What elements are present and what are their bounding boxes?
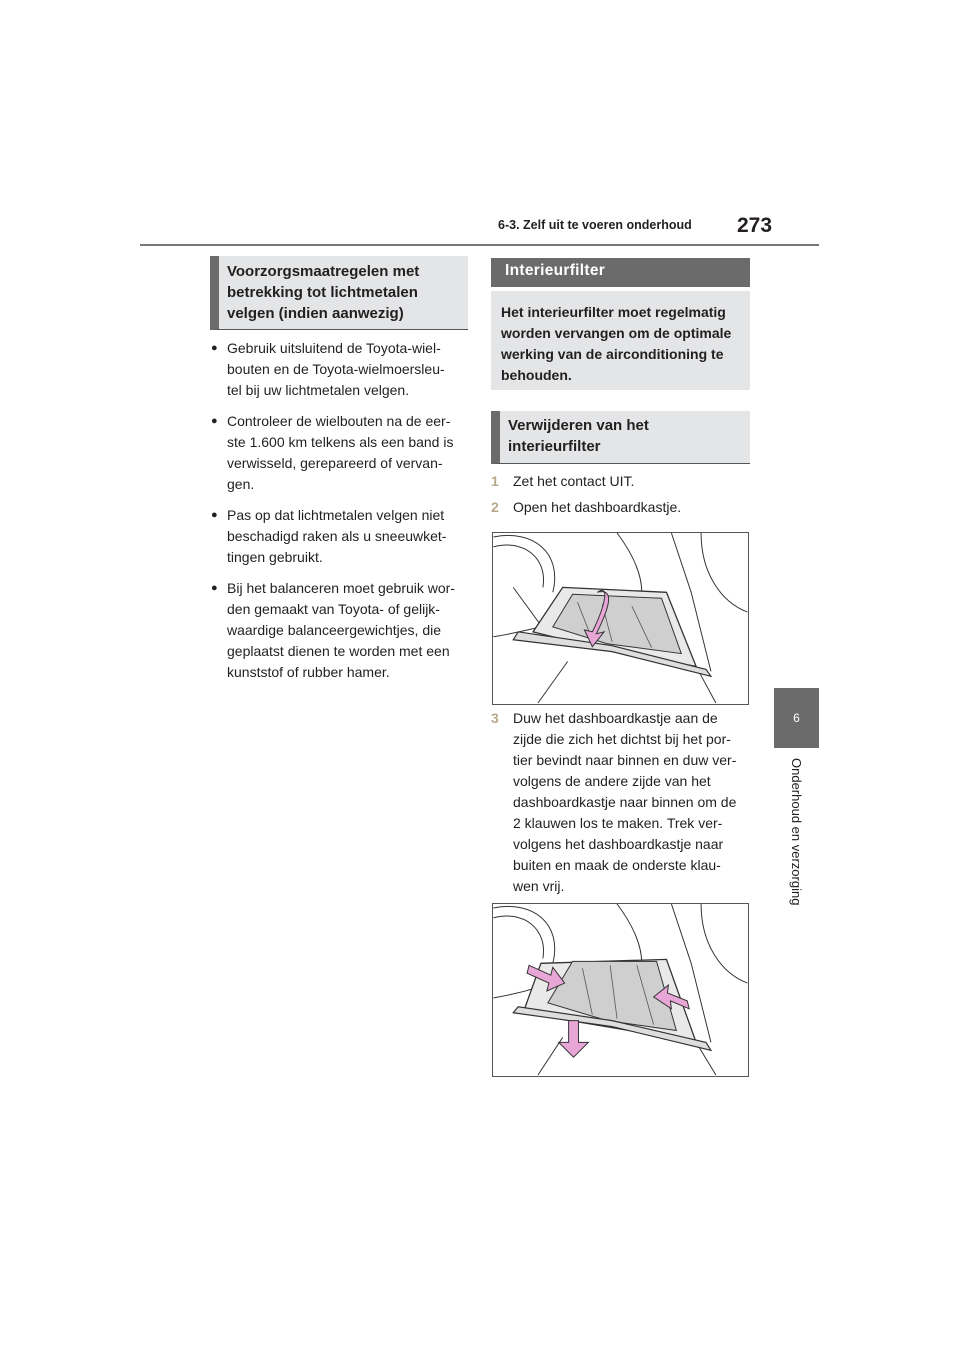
glovebox-open-drawing [493, 533, 748, 704]
line: Het interieurfilter moet regelmatig [501, 304, 726, 320]
line: behouden. [501, 367, 572, 383]
list-item [211, 411, 471, 495]
list-item [211, 338, 471, 401]
section-title: 6-3. Zelf uit te voeren onderhoud [498, 218, 692, 232]
line: bouten en de Toyota-wielmoersleu- [227, 361, 445, 377]
intro-box [491, 291, 750, 390]
line: gen. [227, 476, 255, 492]
list-item [211, 505, 471, 568]
precautions-list [211, 338, 471, 693]
line: werking van de airconditioning te [501, 346, 724, 362]
line: tel bij uw lichtmetalen velgen. [227, 382, 410, 398]
line: geplaatst dienen te worden met een [227, 643, 450, 659]
heading-line: betrekking tot lichtmetalen [227, 284, 418, 301]
alloy-wheels-heading [210, 256, 468, 330]
line: ste 1.600 km telkens als een band is [227, 434, 454, 450]
heading-line: Verwijderen van het [508, 417, 649, 434]
chapter-title: Onderhoud en verzorging [789, 758, 804, 906]
line: beschadigd raken als u sneeuwket- [227, 528, 447, 544]
line: ● Gebruik uitsluitend de Toyota-wiel- [227, 340, 441, 356]
line: ● Controleer de wielbouten na de eer- [227, 413, 451, 429]
line: den gemaakt van Toyota- of gelijk- [227, 601, 440, 617]
line: zijde die zich het dichtst bij het por- [513, 731, 731, 747]
header-rule [140, 244, 819, 246]
line: ● Pas op dat lichtmetalen velgen niet [227, 507, 445, 523]
step-text: Zet het contact UIT. [513, 473, 635, 489]
step-number: 1 [491, 473, 499, 489]
step-number: 3 [491, 710, 499, 726]
line: volgens het dashboardkastje naar [513, 836, 724, 852]
line: 2 klauwen los te maken. Trek ver- [513, 815, 723, 831]
step-text [513, 708, 753, 897]
glovebox-remove-illustration [492, 903, 749, 1077]
step-text: Open het dashboardkastje. [513, 499, 682, 515]
line: waardige balanceergewichtjes, die [227, 622, 442, 638]
cabin-filter-title: Interieurfilter [491, 258, 750, 287]
line: tingen gebruikt. [227, 549, 323, 565]
line: volgens de andere zijde van het [513, 773, 711, 789]
heading-line: velgen (indien aanwezig) [227, 305, 404, 322]
glovebox-remove-drawing [493, 904, 748, 1076]
line: buiten en maak de onderste klau- [513, 857, 721, 873]
chapter-number: 6 [793, 711, 800, 725]
line: Duw het dashboardkastje aan de [513, 710, 718, 726]
line: kunststof of rubber hamer. [227, 664, 390, 680]
list-item [211, 578, 471, 683]
step-2 [491, 497, 753, 518]
line: ● Bij het balanceren moet gebruik wor- [227, 580, 456, 596]
chapter-tab [774, 688, 819, 748]
removal-subheading [491, 411, 750, 464]
step-1 [491, 471, 753, 492]
step-number: 2 [491, 499, 499, 515]
page-number: 273 [737, 214, 773, 237]
glovebox-open-illustration [492, 532, 749, 705]
chapter-side-label [790, 758, 804, 918]
line: worden vervangen om de optimale [501, 325, 732, 341]
line: tier bevindt naar binnen en duw ver- [513, 752, 737, 768]
step-3 [491, 708, 753, 897]
line: verwisseld, gerepareerd of vervan- [227, 455, 443, 471]
heading-line: interieurfilter [508, 438, 601, 455]
line: wen vrij. [513, 878, 565, 894]
line: dashboardkastje naar binnen om de [513, 794, 737, 810]
heading-line: Voorzorgsmaatregelen met [227, 263, 420, 280]
